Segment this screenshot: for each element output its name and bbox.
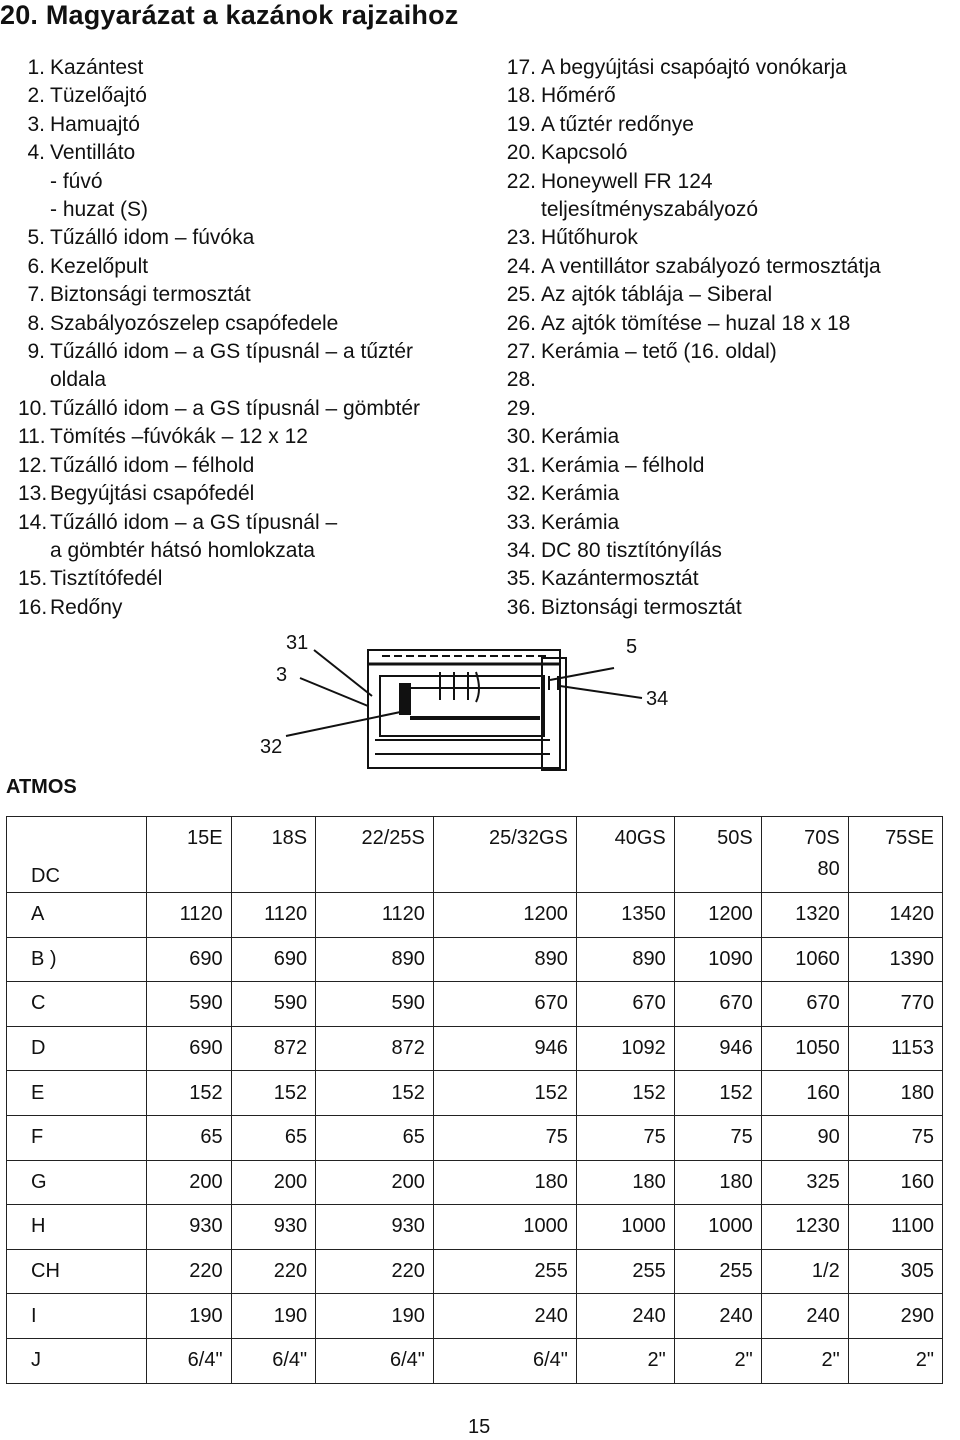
legend-item-number: 7.: [27, 283, 45, 307]
table-row: [7, 1338, 943, 1383]
table-cell: 152: [147, 1071, 232, 1116]
table-cell: 2": [761, 1338, 848, 1383]
legend-item-number: 10.: [18, 396, 48, 420]
column-header-label: 50S: [717, 827, 753, 849]
column-header-label: 15E: [186, 827, 223, 849]
legend-item-text: Kapcsoló: [541, 141, 628, 165]
table-cell: 946: [433, 1026, 576, 1071]
table-cell: 1200: [433, 893, 576, 938]
page-number: 15: [468, 1416, 491, 1438]
table-cell: 1390: [848, 937, 942, 982]
legend-item: [18, 452, 488, 480]
legend-item-number: 11.: [18, 425, 46, 449]
table-cell: 325: [761, 1160, 848, 1205]
legend-left-list: [18, 54, 488, 622]
table-cell: 872: [231, 1026, 316, 1071]
legend-item: [500, 310, 950, 338]
table-cell: 872: [316, 1026, 434, 1071]
legend-item: [18, 281, 488, 309]
legend-item-number: 8.: [27, 311, 45, 335]
table-cell: 190: [231, 1294, 316, 1339]
legend-item-number: 18.: [506, 84, 536, 108]
legend-item-number: 28.: [506, 368, 536, 392]
legend-item-text: oldala: [50, 368, 107, 392]
legend-item: [18, 224, 488, 252]
table-cell: 1100: [848, 1205, 942, 1250]
table-cell: 1000: [433, 1205, 576, 1250]
legend-item: [18, 196, 488, 224]
legend-item: [500, 594, 950, 622]
legend-item: [500, 253, 950, 281]
legend-item-text: A begyújtási csapóajtó vonókarja: [541, 56, 847, 79]
legend-item-number: 16.: [18, 595, 48, 619]
callout-34: 34: [646, 688, 669, 710]
column-header-label: 75SE: [885, 827, 934, 849]
table-cell: 152: [433, 1071, 576, 1116]
table-cell: 1092: [576, 1026, 674, 1071]
legend-item-text: Honeywell FR 124: [541, 169, 713, 193]
legend-item-text: Tűzálló idom – félhold: [50, 453, 255, 477]
legend-item-text: Az ajtók táblája – Siberal: [541, 283, 773, 307]
legend-item: [500, 224, 950, 252]
legend-item: [18, 594, 488, 622]
table-cell: 1060: [761, 937, 848, 982]
table-cell: 1350: [576, 893, 674, 938]
table-cell: 1090: [674, 937, 761, 982]
legend-item-number: 24.: [506, 254, 536, 278]
legend-item-number: 25.: [506, 283, 536, 307]
table-cell: 200: [231, 1160, 316, 1205]
legend-item-text: - fúvó: [50, 169, 103, 193]
legend-item-number: 9.: [27, 340, 45, 364]
callout-31: 31: [286, 632, 309, 654]
legend-item-text: Hamuajtó: [50, 112, 140, 136]
legend-item: [500, 82, 950, 110]
table-cell: 152: [674, 1071, 761, 1116]
legend-item: [500, 196, 950, 224]
legend-item-number: 17.: [506, 56, 536, 79]
legend-item-text: Kerámia – tető (16. oldal): [541, 340, 777, 364]
legend-item-number: 27.: [506, 340, 536, 364]
legend-item-text: Tűzálló idom – fúvóka: [50, 226, 255, 250]
table-cell: 670: [433, 982, 576, 1027]
legend-item-number: 36.: [506, 595, 536, 619]
table-cell: 890: [433, 937, 576, 982]
table-cell: 6/4": [316, 1338, 434, 1383]
legend-item: [18, 537, 488, 565]
column-header: [147, 817, 232, 893]
legend-item-number: 29.: [506, 396, 536, 420]
legend-item-text: Szabályozószelep csapófedele: [50, 311, 339, 335]
table-cell: 1200: [674, 893, 761, 938]
legend-item: [18, 139, 488, 167]
table-cell: 180: [433, 1160, 576, 1205]
table-row: [7, 1294, 943, 1339]
table-cell: 1230: [761, 1205, 848, 1250]
table-cell: 160: [761, 1071, 848, 1116]
table-cell: 152: [576, 1071, 674, 1116]
legend-item-text: A tűztér redőnye: [541, 112, 694, 136]
legend-item-text: Begyújtási csapófedél: [50, 482, 255, 506]
table-cell: 190: [316, 1294, 434, 1339]
legend-item-text: Biztonsági termosztát: [541, 595, 742, 619]
legend-item: [18, 168, 488, 196]
table-row: [7, 1160, 943, 1205]
table-cell: 2": [848, 1338, 942, 1383]
legend-item-text: Az ajtók tömítése – huzal 18 x 18: [541, 311, 851, 335]
table-cell: 65: [231, 1115, 316, 1160]
legend-item: [18, 310, 488, 338]
table-cell: 1120: [147, 893, 232, 938]
legend-item-number: 23.: [506, 226, 536, 250]
table-cell: 930: [147, 1205, 232, 1250]
row-label: A: [7, 893, 147, 938]
table-cell: 670: [761, 982, 848, 1027]
table-cell: 890: [316, 937, 434, 982]
table-cell: 1000: [674, 1205, 761, 1250]
table-cell: 670: [674, 982, 761, 1027]
table-cell: 1120: [316, 893, 434, 938]
legend-item: [18, 509, 488, 537]
legend-item-text: Tömítés –fúvókák – 12 x 12: [50, 425, 308, 449]
table-cell: 160: [848, 1160, 942, 1205]
table-cell: 255: [433, 1249, 576, 1294]
column-header: [761, 817, 848, 893]
table-cell: 590: [316, 982, 434, 1027]
legend-item-text: Kezelőpult: [50, 254, 149, 278]
table-cell: 1000: [576, 1205, 674, 1250]
table-row: [7, 893, 943, 938]
column-header: [231, 817, 316, 893]
table-cell: 590: [147, 982, 232, 1027]
callout-3: 3: [276, 664, 288, 686]
callout-32: 32: [260, 736, 283, 758]
legend-item-number: 33.: [506, 510, 536, 534]
row-label: CH: [7, 1249, 147, 1294]
table-cell: 152: [316, 1071, 434, 1116]
legend-item: [500, 537, 950, 565]
table-row: [7, 1115, 943, 1160]
table-header-row: [7, 817, 943, 893]
legend-item: [18, 338, 488, 366]
legend-item-number: 13.: [18, 482, 48, 506]
row-label: H: [7, 1205, 147, 1250]
legend-item: [500, 509, 950, 537]
table-cell: 180: [848, 1071, 942, 1116]
legend-item-text: Tűzálló idom – a GS típusnál –: [50, 510, 338, 534]
column-header: [576, 817, 674, 893]
legend-item-number: [18, 168, 50, 196]
legend-item-number: 2.: [27, 84, 45, 108]
legend-item-number: 6.: [27, 254, 45, 278]
row-label: J: [7, 1338, 147, 1383]
legend-item-text: Tűzálló idom – a GS típusnál – a tűztér: [50, 340, 414, 364]
legend-item-text: - huzat (S): [50, 198, 149, 222]
legend-item-text: Redőny: [50, 595, 123, 619]
legend-item-number: 35.: [506, 567, 536, 591]
legend-item: [500, 565, 950, 593]
legend-item: [18, 565, 488, 593]
legend-item-number: 1.: [27, 56, 45, 79]
legend-item-text: Kerámia: [541, 425, 620, 449]
legend-item-text: A ventillátor szabályozó termosztátja: [541, 254, 881, 278]
table-cell: 930: [316, 1205, 434, 1250]
legend-item-number: 5.: [27, 226, 45, 250]
legend-item-number: 3.: [27, 112, 45, 136]
table-cell: 75: [576, 1115, 674, 1160]
table-cell: 65: [316, 1115, 434, 1160]
table-cell: 220: [231, 1249, 316, 1294]
table-cell: 670: [576, 982, 674, 1027]
row-label: F: [7, 1115, 147, 1160]
legend-item: [500, 423, 950, 451]
legend-item: [18, 395, 488, 423]
legend-item-number: 20.: [506, 141, 536, 165]
legend-item-text: Kerámia: [541, 482, 620, 506]
table-cell: 75: [433, 1115, 576, 1160]
page-title: 20. Magyarázat a kazánok rajzaihoz: [0, 0, 459, 30]
legend-item: [500, 452, 950, 480]
legend-item: [500, 395, 950, 423]
legend-item-text: Biztonsági termosztát: [50, 283, 251, 307]
legend-item: [18, 480, 488, 508]
table-cell: 6/4": [231, 1338, 316, 1383]
callout-5: 5: [626, 636, 638, 658]
legend-item-text: Kazántest: [50, 56, 144, 79]
legend-item-number: 14.: [18, 510, 48, 534]
column-header-second-line: 80: [817, 858, 840, 880]
table-cell: 690: [231, 937, 316, 982]
legend-item-text: Tűzálló idom – a GS típusnál – gömbtér: [50, 396, 421, 420]
dimension-table: [6, 816, 943, 1384]
table-cell: 290: [848, 1294, 942, 1339]
legend-item: [500, 480, 950, 508]
legend-item-text: Tüzelőajtó: [50, 84, 147, 108]
table-cell: 255: [674, 1249, 761, 1294]
table-row: [7, 1249, 943, 1294]
legend-item-number: 15.: [18, 567, 48, 591]
legend-item-number: 12.: [18, 453, 48, 477]
legend-item-number: [500, 196, 541, 224]
table-cell: 180: [674, 1160, 761, 1205]
boiler-drawing: [250, 628, 710, 788]
row-label: D: [7, 1026, 147, 1071]
legend-item-text: teljesítményszabályozó: [541, 198, 759, 222]
column-header: [316, 817, 434, 893]
column-header: [433, 817, 576, 893]
table-cell: 305: [848, 1249, 942, 1294]
legend-item-text: Kerámia: [541, 510, 620, 534]
table-cell: 240: [761, 1294, 848, 1339]
table-cell: 946: [674, 1026, 761, 1071]
legend-item-text: Kerámia – félhold: [541, 453, 705, 477]
legend-item-number: 22.: [506, 169, 536, 193]
row-label: B ): [7, 937, 147, 982]
row-label: G: [7, 1160, 147, 1205]
table-cell: 75: [848, 1115, 942, 1160]
legend-item: [500, 111, 950, 139]
legend-item-number: 30.: [506, 425, 536, 449]
table-cell: 1420: [848, 893, 942, 938]
table-cell: 1120: [231, 893, 316, 938]
table-cell: 930: [231, 1205, 316, 1250]
row-label: E: [7, 1071, 147, 1116]
legend-item: [18, 366, 488, 394]
table-cell: 1320: [761, 893, 848, 938]
column-header-label: 18S: [271, 827, 308, 849]
table-cell: 2": [674, 1338, 761, 1383]
legend-item-number: 34.: [506, 538, 536, 562]
column-header-label: 40GS: [614, 827, 666, 849]
legend-item: [18, 253, 488, 281]
legend-item: [500, 338, 950, 366]
legend-item-number: [18, 366, 50, 394]
table-cell: 220: [147, 1249, 232, 1294]
table-cell: 65: [147, 1115, 232, 1160]
column-header-label: 25/32GS: [488, 827, 568, 849]
table-cell: 6/4": [433, 1338, 576, 1383]
table-cell: 2": [576, 1338, 674, 1383]
table-cell: 220: [316, 1249, 434, 1294]
table-cell: 240: [576, 1294, 674, 1339]
legend-item-text: a gömbtér hátsó homlokzata: [50, 538, 315, 562]
legend-item: [18, 423, 488, 451]
column-header-label: 70S: [804, 827, 840, 849]
table-cell: 180: [576, 1160, 674, 1205]
atmos-label: ATMOS: [6, 776, 77, 798]
legend-item: [500, 139, 950, 167]
table-cell: 190: [147, 1294, 232, 1339]
legend-item: [500, 366, 950, 394]
legend-item-text: DC 80 tisztítónyílás: [541, 538, 722, 562]
legend-item-number: 31.: [506, 453, 536, 477]
table-cell: 152: [231, 1071, 316, 1116]
legend-item-number: [18, 537, 50, 565]
legend-item-number: 19.: [506, 112, 536, 136]
table-row: [7, 1205, 943, 1250]
column-header: [674, 817, 761, 893]
row-label: I: [7, 1294, 147, 1339]
table-cell: 590: [231, 982, 316, 1027]
table-cell: 770: [848, 982, 942, 1027]
table-cell: 690: [147, 937, 232, 982]
legend-item-text: Hűtőhurok: [541, 226, 638, 250]
table-cell: 890: [576, 937, 674, 982]
legend-item: [18, 82, 488, 110]
legend-item-text: Hőmérő: [541, 84, 616, 108]
table-cell: 255: [576, 1249, 674, 1294]
legend-item-number: 4.: [27, 141, 45, 165]
legend-item: [500, 281, 950, 309]
table-corner-label: DC: [7, 817, 147, 893]
legend-item-text: Tisztítófedél: [50, 567, 163, 591]
column-header: [848, 817, 942, 893]
legend-item: [18, 111, 488, 139]
table-cell: 1/2: [761, 1249, 848, 1294]
table-cell: 1153: [848, 1026, 942, 1071]
table-row: [7, 982, 943, 1027]
boiler-diagram: [250, 628, 710, 788]
table-cell: 1050: [761, 1026, 848, 1071]
table-row: [7, 1071, 943, 1116]
legend-item: [500, 168, 950, 196]
row-label: C: [7, 982, 147, 1027]
table-row: [7, 1026, 943, 1071]
table-cell: 6/4": [147, 1338, 232, 1383]
table-cell: 90: [761, 1115, 848, 1160]
legend-item-number: [18, 196, 50, 224]
legend-item-number: 32.: [506, 482, 536, 506]
legend-item: [18, 54, 488, 82]
table-cell: 75: [674, 1115, 761, 1160]
legend-item-number: 26.: [506, 311, 536, 335]
column-header-label: 22/25S: [361, 827, 425, 849]
table-cell: 240: [674, 1294, 761, 1339]
table-cell: 200: [316, 1160, 434, 1205]
table-row: [7, 937, 943, 982]
legend-item: [500, 54, 950, 82]
table-cell: 200: [147, 1160, 232, 1205]
legend-item-text: Kazántermosztát: [541, 567, 699, 591]
legend-item-text: Ventilláto: [50, 141, 136, 165]
table-cell: 690: [147, 1026, 232, 1071]
legend-right-list: [500, 54, 950, 622]
table-cell: 240: [433, 1294, 576, 1339]
